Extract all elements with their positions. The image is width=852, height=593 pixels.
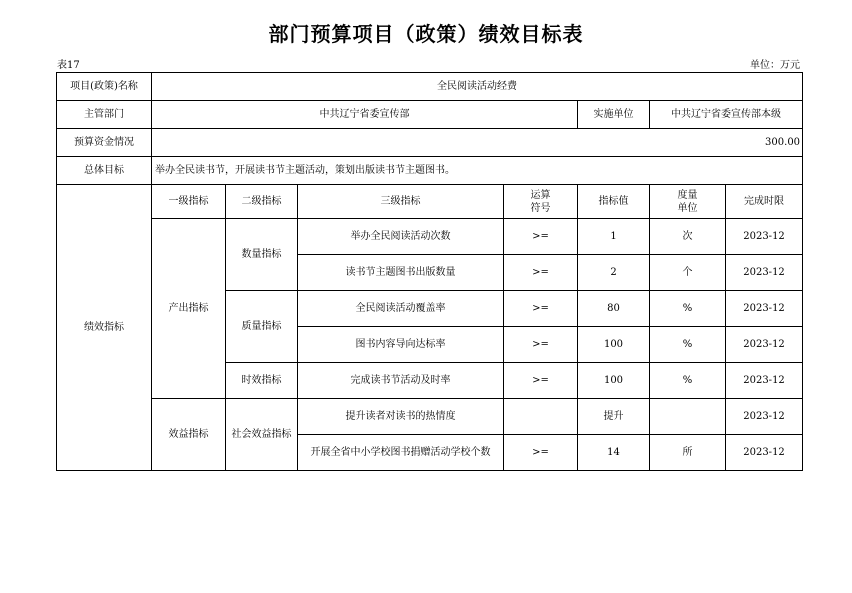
group-quantity: 数量指标 bbox=[226, 219, 298, 291]
row-unit: 所 bbox=[650, 435, 726, 471]
header-unit-line2: 单位 bbox=[677, 202, 698, 214]
row-deadline: 2023-12 bbox=[726, 399, 803, 435]
budget-row bbox=[57, 129, 803, 157]
row-op: >= bbox=[504, 255, 578, 291]
table-number: 表17 bbox=[57, 60, 80, 71]
perf-label: 绩效指标 bbox=[57, 185, 152, 471]
row-value: 2 bbox=[578, 255, 650, 291]
header-unit bbox=[650, 185, 726, 219]
group-timeliness: 时效指标 bbox=[226, 363, 298, 399]
budget-value: 300.00 bbox=[152, 129, 803, 157]
table-row bbox=[57, 219, 803, 255]
row-op: >= bbox=[504, 435, 578, 471]
performance-table bbox=[56, 72, 803, 471]
header-deadline: 完成时限 bbox=[726, 185, 803, 219]
group-benefit: 效益指标 bbox=[152, 399, 226, 471]
row-deadline: 2023-12 bbox=[726, 363, 803, 399]
dept-value: 中共辽宁省委宣传部 bbox=[152, 101, 578, 129]
row-deadline: 2023-12 bbox=[726, 327, 803, 363]
header-op-line1: 运算 bbox=[530, 189, 551, 201]
row-deadline: 2023-12 bbox=[726, 219, 803, 255]
row-name: 全民阅读活动覆盖率 bbox=[298, 291, 504, 327]
goal-value: 举办全民读书节，开展读书节主题活动，策划出版读书节主题图书。 bbox=[152, 157, 803, 185]
goal-row bbox=[57, 157, 803, 185]
row-op: >= bbox=[504, 363, 578, 399]
row-deadline: 2023-12 bbox=[726, 255, 803, 291]
row-value: 提升 bbox=[578, 399, 650, 435]
row-name: 举办全民阅读活动次数 bbox=[298, 219, 504, 255]
header-op bbox=[504, 185, 578, 219]
header-level3: 三级指标 bbox=[298, 185, 504, 219]
row-value: 1 bbox=[578, 219, 650, 255]
row-deadline: 2023-12 bbox=[726, 291, 803, 327]
row-unit: 个 bbox=[650, 255, 726, 291]
row-value: 80 bbox=[578, 291, 650, 327]
page-title: 部门预算项目（政策）绩效目标表 bbox=[268, 22, 584, 46]
row-op bbox=[504, 399, 578, 435]
row-value: 14 bbox=[578, 435, 650, 471]
row-name: 完成读书节活动及时率 bbox=[298, 363, 504, 399]
impl-value: 中共辽宁省委宣传部本级 bbox=[650, 101, 803, 129]
row-value: 100 bbox=[578, 363, 650, 399]
header-level2: 二级指标 bbox=[226, 185, 298, 219]
header-level1: 一级指标 bbox=[152, 185, 226, 219]
row-unit: 次 bbox=[650, 219, 726, 255]
row-unit: % bbox=[650, 363, 726, 399]
row-op: >= bbox=[504, 327, 578, 363]
row-name: 图书内容导向达标率 bbox=[298, 327, 504, 363]
budget-label: 预算资金情况 bbox=[57, 129, 152, 157]
header-row bbox=[57, 185, 803, 219]
header-value: 指标值 bbox=[578, 185, 650, 219]
project-label: 项目(政策)名称 bbox=[57, 73, 152, 101]
header-op-line2: 符号 bbox=[530, 202, 551, 214]
header-unit-line1: 度量 bbox=[677, 189, 698, 201]
project-row bbox=[57, 73, 803, 101]
dept-label: 主管部门 bbox=[57, 101, 152, 129]
row-name: 提升读者对读书的热情度 bbox=[298, 399, 504, 435]
dept-row bbox=[57, 101, 803, 129]
row-unit bbox=[650, 399, 726, 435]
row-unit: % bbox=[650, 291, 726, 327]
group-quality: 质量指标 bbox=[226, 291, 298, 363]
project-value: 全民阅读活动经费 bbox=[152, 73, 803, 101]
row-op: >= bbox=[504, 219, 578, 255]
group-output: 产出指标 bbox=[152, 219, 226, 399]
row-deadline: 2023-12 bbox=[726, 435, 803, 471]
row-name: 开展全省中小学校图书捐赠活动学校个数 bbox=[298, 435, 504, 471]
unit-label: 单位：万元 bbox=[750, 60, 800, 71]
goal-label: 总体目标 bbox=[57, 157, 152, 185]
table-row bbox=[57, 399, 803, 435]
impl-label: 实施单位 bbox=[578, 101, 650, 129]
group-social: 社会效益指标 bbox=[226, 399, 298, 471]
row-value: 100 bbox=[578, 327, 650, 363]
row-unit: % bbox=[650, 327, 726, 363]
row-name: 读书节主题图书出版数量 bbox=[298, 255, 504, 291]
row-op: >= bbox=[504, 291, 578, 327]
